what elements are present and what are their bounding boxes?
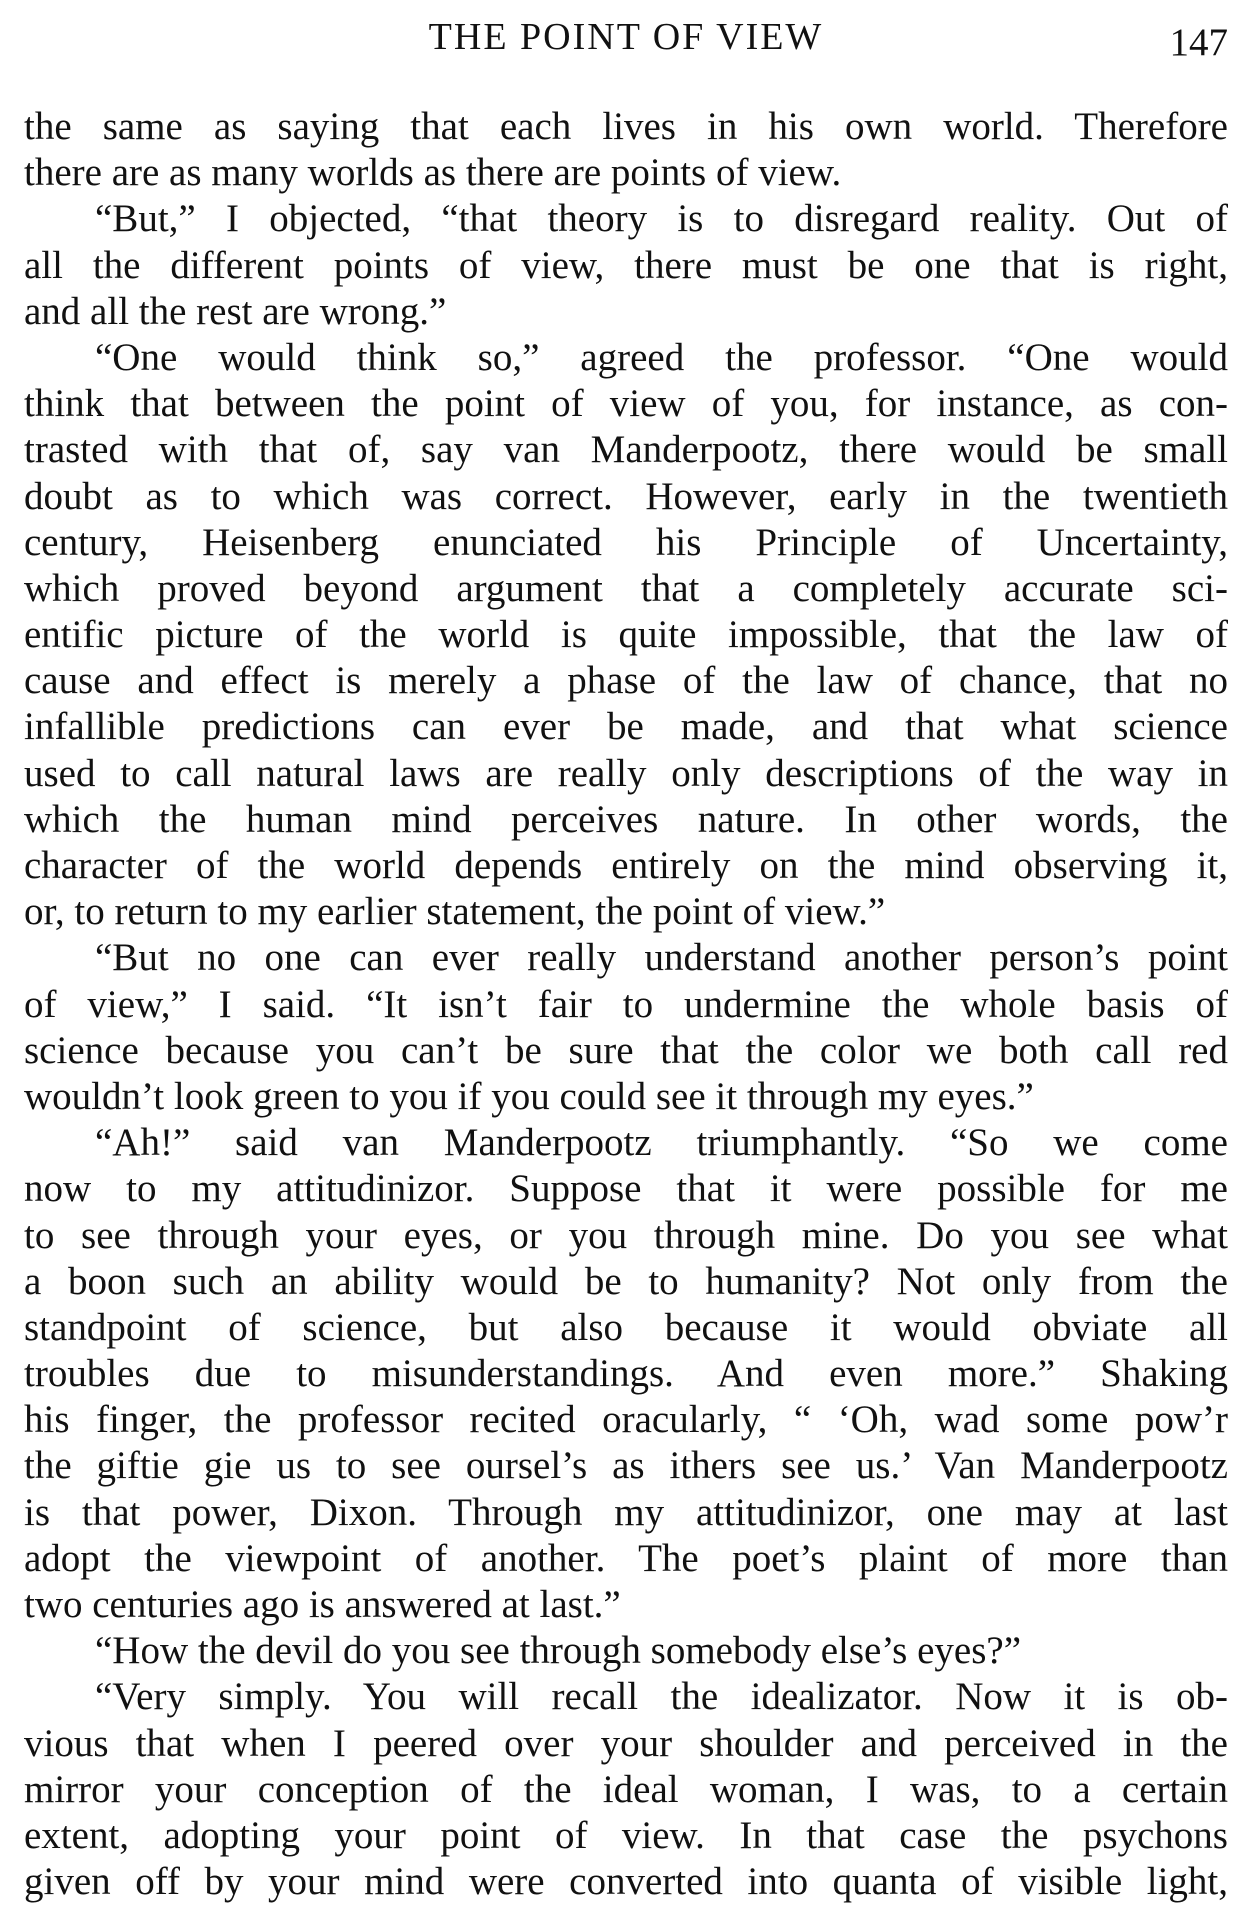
text-line: two centuries ago is answered at last.”	[24, 1583, 621, 1626]
text-line: is that power, Dixon. Through my attitudinizor, one may at last	[24, 1490, 1228, 1534]
text-line: “How the devil do you see through somebody else’s eyes?”	[95, 1629, 1022, 1673]
body-text	[24, 104, 1228, 1905]
text-line: there are as many worlds as there are points of view.	[24, 151, 842, 195]
text-line: century, Heisenberg enunciated his Principle of Uncertainty,	[24, 520, 1228, 564]
text-line: “But no one can ever really understand another person’s point	[95, 936, 1228, 980]
text-line: “Very simply. You will recall the idealizator. Now it is ob-	[95, 1675, 1228, 1719]
text-line: which proved beyond argument that a completely accurate sci-	[24, 566, 1228, 610]
running-header	[24, 6, 1228, 62]
text-line: adopt the viewpoint of another. The poet’s plaint of more than	[24, 1536, 1228, 1580]
text-line: character of the world depends entirely on the mind observing it,	[24, 844, 1228, 887]
text-line: “Ah!” said van Manderpootz triumphantly. “So we come	[95, 1121, 1228, 1165]
text-line: wouldn’t look green to you if you could see it through my eyes.”	[24, 1074, 1034, 1118]
text-line: the giftie gie us to see oursel’s as ithers see us.’ Van Manderpootz	[24, 1444, 1228, 1488]
text-line: his finger, the professor recited oracularly, “ ‘Oh, wad some pow’r	[24, 1398, 1228, 1442]
running-title: THE POINT OF VIEW	[428, 16, 824, 58]
text-line: the same as saying that each lives in his own world. Therefore	[24, 105, 1228, 148]
text-line: science because you can’t be sure that the color we both call red	[24, 1028, 1228, 1072]
text-line: now to my attitudinizor. Suppose that it were possible for me	[24, 1167, 1228, 1211]
text-line: cause and effect is merely a phase of the law of chance, that no	[24, 659, 1228, 703]
text-line: of view,” I said. “It isn’t fair to undermine the whole basis of	[24, 982, 1228, 1026]
text-line: think that between the point of view of you, for instance, as con-	[24, 382, 1228, 426]
text-line: or, to return to my earlier statement, the point of view.”	[24, 890, 886, 934]
text-line: doubt as to which was correct. However, early in the twentieth	[24, 474, 1228, 518]
text-line: entific picture of the world is quite impossible, that the law of	[24, 613, 1228, 657]
text-line: and all the rest are wrong.”	[24, 289, 447, 333]
text-line: to see through your eyes, or you through mine. Do you see what	[24, 1213, 1228, 1257]
text-line: “One would think so,” agreed the professor. “One would	[95, 335, 1228, 379]
text-line: used to call natural laws are really only descriptions of the way in	[24, 751, 1228, 795]
text-line: which the human mind perceives nature. In other words, the	[24, 797, 1228, 841]
page-number: 147	[1169, 21, 1228, 64]
text-line: given off by your mind were converted into quanta of visible light,	[24, 1860, 1228, 1904]
text-line: “But,” I objected, “that theory is to disregard reality. Out of	[95, 197, 1228, 241]
text-line: extent, adopting your point of view. In that case the psychons	[24, 1813, 1228, 1857]
text-line: troubles due to misunderstandings. And even more.” Shaking	[24, 1352, 1228, 1396]
text-line: infallible predictions can ever be made, and that what science	[24, 705, 1228, 749]
text-line: mirror your conception of the ideal woman, I was, to a certain	[24, 1767, 1228, 1811]
text-line: standpoint of science, but also because it would obviate all	[24, 1305, 1228, 1349]
text-line: a boon such an ability would be to humanity? Not only from the	[24, 1259, 1228, 1303]
text-line: trasted with that of, say van Manderpootz, there would be small	[24, 428, 1228, 472]
text-line: all the different points of view, there must be one that is right,	[24, 243, 1228, 287]
text-line: vious that when I peered over your shoulder and perceived in the	[24, 1721, 1228, 1765]
